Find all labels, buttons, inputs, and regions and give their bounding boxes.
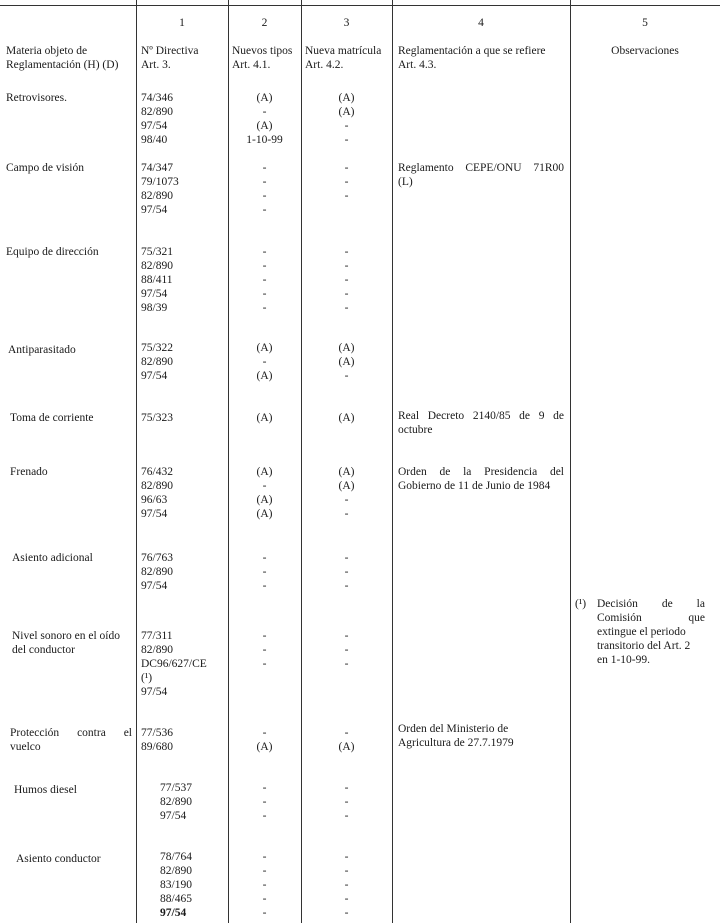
row-nivel-sonoro-nuevos-3: - <box>262 658 267 670</box>
row-antiparasitado-materia: Antiparasitado <box>8 344 76 356</box>
table-top-border <box>0 5 720 6</box>
header-observaciones: Observaciones <box>611 45 679 57</box>
row-nivel-sonoro-footnote-ref: (¹) <box>141 672 153 684</box>
header-directiva-line-2: Art. 3. <box>141 59 171 71</box>
row-frenado-reglamentacion-2: Gobierno de 11 de Junio de 1984 <box>398 480 551 492</box>
row-campo-vision-nueva-1: - <box>344 162 349 174</box>
row-asiento-adicional-nueva-3: - <box>344 580 349 592</box>
row-asiento-conductor-nueva-4: - <box>344 893 349 905</box>
row-asiento-adicional-materia: Asiento adicional <box>12 552 93 564</box>
row-equipo-direccion-directiva-3: 88/411 <box>141 274 173 286</box>
row-retrovisores-materia: Retrovisores. <box>6 92 68 104</box>
row-campo-vision-materia: Campo de visión <box>6 162 84 174</box>
row-campo-vision-reglamentacion-1: Reglamento CEPE/ONU 71R00 <box>398 162 564 174</box>
row-proteccion-reglamentacion-1: Orden del Ministerio de <box>398 723 509 735</box>
row-asiento-conductor-nuevos-4: - <box>262 893 267 905</box>
row-retrovisores-nueva-4: - <box>344 134 349 146</box>
row-toma-corriente-nuevos-1: (A) <box>256 412 273 424</box>
row-equipo-direccion-nuevos-5: - <box>262 302 267 314</box>
row-retrovisores-nuevos-4: 1-10-99 <box>246 134 283 146</box>
column-number-3: 3 <box>343 17 350 29</box>
header-nueva-line-2: Art. 4.2. <box>305 59 344 71</box>
header-materia-line-1: Materia objeto de <box>6 45 88 57</box>
header-materia-line-2: Reglamentación (H) (D) <box>6 59 119 71</box>
row-asiento-conductor-nueva-5: - <box>344 907 349 919</box>
column-divider-5 <box>570 0 571 923</box>
row-nivel-sonoro-materia-1: Nivel sonoro en el oído <box>12 630 120 642</box>
row-asiento-conductor-directiva-3: 83/190 <box>160 879 192 891</box>
row-asiento-adicional-nueva-1: - <box>344 552 349 564</box>
row-frenado-directiva-3: 96/63 <box>141 494 168 506</box>
row-antiparasitado-directiva-1: 75/322 <box>141 342 173 354</box>
row-frenado-nuevos-1: (A) <box>256 466 273 478</box>
row-antiparasitado-nuevos-1: (A) <box>256 342 273 354</box>
row-asiento-conductor-nuevos-5: - <box>262 907 267 919</box>
row-humos-diesel-directiva-1: 77/537 <box>160 782 192 794</box>
row-toma-corriente-reglamentacion-1: Real Decreto 2140/85 de 9 de <box>398 410 564 422</box>
row-nivel-sonoro-nuevos-2: - <box>262 644 267 656</box>
row-antiparasitado-nuevos-3: (A) <box>256 370 273 382</box>
row-asiento-conductor-directiva-2: 82/890 <box>160 865 192 877</box>
row-antiparasitado-directiva-2: 82/890 <box>141 356 173 368</box>
row-antiparasitado-directiva-3: 97/54 <box>141 370 168 382</box>
row-campo-vision-directiva-2: 79/1073 <box>141 176 179 188</box>
row-nivel-sonoro-directiva-3: DC96/627/CE <box>141 658 207 670</box>
row-asiento-conductor-directiva-1: 78/764 <box>160 851 192 863</box>
row-nivel-sonoro-nueva-1: - <box>344 630 349 642</box>
row-asiento-conductor-directiva-5: 97/54 <box>160 907 187 919</box>
row-antiparasitado-nueva-1: (A) <box>338 342 355 354</box>
row-retrovisores-directiva-2: 82/890 <box>141 106 173 118</box>
row-retrovisores-nueva-1: (A) <box>338 92 355 104</box>
row-asiento-conductor-materia: Asiento conductor <box>16 853 101 865</box>
row-humos-diesel-nueva-2: - <box>344 796 349 808</box>
row-frenado-nueva-4: - <box>344 508 349 520</box>
row-asiento-adicional-nuevos-3: - <box>262 580 267 592</box>
row-equipo-direccion-nueva-5: - <box>344 302 349 314</box>
row-proteccion-materia-1: Protección contra el <box>10 727 132 739</box>
row-retrovisores-nuevos-1: (A) <box>256 92 273 104</box>
row-proteccion-nueva-2: (A) <box>338 741 355 753</box>
row-equipo-direccion-nueva-3: - <box>344 274 349 286</box>
row-retrovisores-nueva-3: - <box>344 120 349 132</box>
row-humos-diesel-nueva-3: - <box>344 810 349 822</box>
row-campo-vision-nueva-2: - <box>344 176 349 188</box>
row-humos-diesel-materia: Humos diesel <box>14 784 77 796</box>
row-equipo-direccion-nuevos-2: - <box>262 260 267 272</box>
row-equipo-direccion-nueva-1: - <box>344 246 349 258</box>
row-retrovisores-directiva-4: 98/40 <box>141 134 168 146</box>
row-equipo-direccion-nuevos-3: - <box>262 274 267 286</box>
row-proteccion-directiva-2: 89/680 <box>141 741 173 753</box>
header-nueva-line-1: Nueva matrícula <box>305 45 382 57</box>
row-antiparasitado-nueva-3: - <box>344 370 349 382</box>
row-equipo-direccion-directiva-2: 82/890 <box>141 260 173 272</box>
row-equipo-direccion-directiva-5: 98/39 <box>141 302 168 314</box>
row-asiento-adicional-nuevos-2: - <box>262 566 267 578</box>
row-equipo-direccion-materia: Equipo de dirección <box>6 246 99 258</box>
observaciones-line-1: Decisión de la <box>597 598 705 610</box>
row-asiento-conductor-directiva-4: 88/465 <box>160 893 192 905</box>
header-nuevos-line-2: Art. 4.1. <box>232 59 271 71</box>
row-campo-vision-nuevos-3: - <box>262 190 267 202</box>
row-asiento-adicional-nueva-2: - <box>344 566 349 578</box>
row-asiento-adicional-directiva-2: 82/890 <box>141 566 173 578</box>
observaciones-line-4: transitorio del Art. 2 <box>597 640 691 652</box>
header-directiva-line-1: Nº Directiva <box>141 45 199 57</box>
row-frenado-nueva-3: - <box>344 494 349 506</box>
row-nivel-sonoro-nuevos-1: - <box>262 630 267 642</box>
row-frenado-directiva-2: 82/890 <box>141 480 173 492</box>
row-frenado-materia: Frenado <box>10 466 48 478</box>
row-equipo-direccion-nuevos-4: - <box>262 288 267 300</box>
row-campo-vision-reglamentacion-2: (L) <box>398 176 413 188</box>
row-equipo-direccion-directiva-4: 97/54 <box>141 288 168 300</box>
row-campo-vision-directiva-1: 74/347 <box>141 162 173 174</box>
column-number-4: 4 <box>478 17 484 29</box>
row-proteccion-nueva-1: - <box>344 727 349 739</box>
row-asiento-adicional-nuevos-1: - <box>262 552 267 564</box>
header-reglamentacion-line-1: Reglamentación a que se refiere <box>398 45 546 57</box>
row-equipo-direccion-nuevos-1: - <box>262 246 267 258</box>
row-nivel-sonoro-directiva-2: 82/890 <box>141 644 173 656</box>
row-toma-corriente-materia: Toma de corriente <box>10 412 94 424</box>
row-retrovisores-directiva-3: 97/54 <box>141 120 168 132</box>
row-campo-vision-nuevos-4: - <box>262 204 267 216</box>
row-frenado-nuevos-2: - <box>262 480 267 492</box>
row-asiento-conductor-nuevos-3: - <box>262 879 267 891</box>
row-retrovisores-nuevos-2: - <box>262 106 267 118</box>
observaciones-line-3: extingue el periodo <box>597 626 686 638</box>
row-antiparasitado-nueva-2: (A) <box>338 356 355 368</box>
row-nivel-sonoro-nueva-2: - <box>344 644 349 656</box>
row-asiento-conductor-nueva-1: - <box>344 851 349 863</box>
row-frenado-nuevos-3: (A) <box>256 494 273 506</box>
row-equipo-direccion-nueva-4: - <box>344 288 349 300</box>
row-frenado-directiva-1: 76/432 <box>141 466 173 478</box>
row-humos-diesel-directiva-2: 82/890 <box>160 796 192 808</box>
row-campo-vision-nuevos-2: - <box>262 176 267 188</box>
row-equipo-direccion-directiva-1: 75/321 <box>141 246 173 258</box>
column-divider-1 <box>136 0 137 923</box>
row-asiento-adicional-directiva-1: 76/763 <box>141 552 173 564</box>
row-proteccion-directiva-1: 77/536 <box>141 727 173 739</box>
row-campo-vision-directiva-3: 82/890 <box>141 190 173 202</box>
row-asiento-conductor-nueva-2: - <box>344 865 349 877</box>
row-humos-diesel-nuevos-2: - <box>262 796 267 808</box>
column-divider-4 <box>392 0 393 923</box>
row-humos-diesel-nuevos-1: - <box>262 782 267 794</box>
row-proteccion-nuevos-1: - <box>262 727 267 739</box>
row-frenado-nueva-2: (A) <box>338 480 355 492</box>
row-proteccion-materia-2: vuelco <box>10 741 41 753</box>
row-asiento-adicional-directiva-3: 97/54 <box>141 580 168 592</box>
row-nivel-sonoro-directiva-1: 77/311 <box>141 630 173 642</box>
row-nivel-sonoro-nueva-3: - <box>344 658 349 670</box>
row-campo-vision-directiva-4: 97/54 <box>141 204 168 216</box>
row-campo-vision-nuevos-1: - <box>262 162 267 174</box>
row-frenado-directiva-4: 97/54 <box>141 508 168 520</box>
row-antiparasitado-nuevos-2: - <box>262 356 267 368</box>
row-asiento-conductor-nuevos-2: - <box>262 865 267 877</box>
observaciones-line-2: Comisión que <box>597 612 705 624</box>
row-asiento-conductor-nuevos-1: - <box>262 851 267 863</box>
observaciones-footnote-marker: (¹) <box>575 598 587 610</box>
row-nivel-sonoro-materia-2: del conductor <box>12 644 75 656</box>
column-number-2: 2 <box>261 17 268 29</box>
row-retrovisores-nuevos-3: (A) <box>256 120 273 132</box>
header-nuevos-line-1: Nuevos tipos <box>232 45 293 57</box>
column-number-5: 5 <box>642 17 648 29</box>
row-toma-corriente-directiva-1: 75/323 <box>141 412 173 424</box>
header-reglamentacion-line-2: Art. 4.3. <box>398 59 437 71</box>
row-retrovisores-directiva-1: 74/346 <box>141 92 173 104</box>
row-retrovisores-nueva-2: (A) <box>338 106 355 118</box>
row-frenado-nuevos-4: (A) <box>256 508 273 520</box>
observaciones-line-5: en 1-10-99. <box>597 654 651 666</box>
row-proteccion-reglamentacion-2: Agricultura de 27.7.1979 <box>398 737 514 749</box>
row-frenado-nueva-1: (A) <box>338 466 355 478</box>
row-proteccion-nuevos-2: (A) <box>256 741 273 753</box>
row-humos-diesel-nueva-1: - <box>344 782 349 794</box>
row-humos-diesel-nuevos-3: - <box>262 810 267 822</box>
row-frenado-reglamentacion-1: Orden de la Presidencia del <box>398 466 564 478</box>
row-asiento-conductor-nueva-3: - <box>344 879 349 891</box>
row-campo-vision-nueva-3: - <box>344 190 349 202</box>
row-nivel-sonoro-directiva-4: 97/54 <box>141 686 168 698</box>
column-number-1: 1 <box>179 17 185 29</box>
row-humos-diesel-directiva-3: 97/54 <box>160 810 187 822</box>
row-toma-corriente-nueva-1: (A) <box>338 412 355 424</box>
row-toma-corriente-reglamentacion-2: octubre <box>398 424 433 436</box>
row-equipo-direccion-nueva-2: - <box>344 260 349 272</box>
